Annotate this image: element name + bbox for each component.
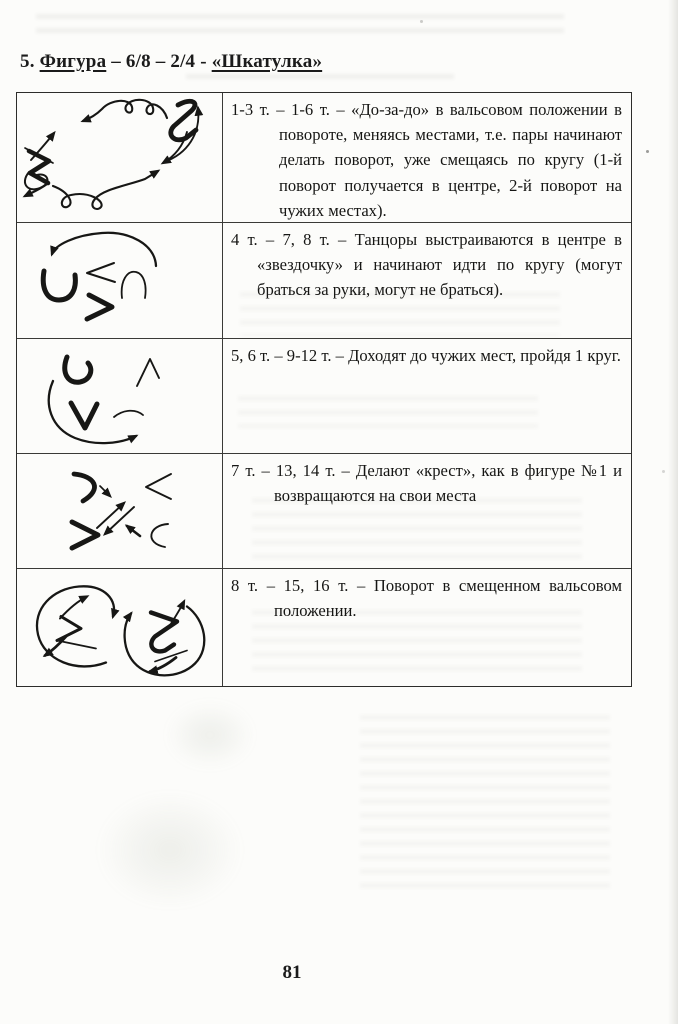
- scan-edge-shadow: [668, 0, 678, 1024]
- figure-description-table: [16, 92, 632, 687]
- table-row-5-description-cell: [222, 568, 631, 686]
- row-1-description: 1-3 т. – 1-6 т. – «До-за-до» в вальсовом положении в повороте, меняясь местами, т.е. пары начинают делать поворот, уже смещаясь по кругу (1-й поворот получается в центре, 2-й поворот на чужих местах).: [231, 100, 622, 220]
- bleedthrough-smudge: [360, 715, 610, 895]
- table-row-5-diagram-cell: [17, 568, 222, 686]
- page-number: 81: [282, 962, 302, 983]
- cross-arrows-diagram: [17, 454, 222, 568]
- table-row-4-diagram-cell: [17, 453, 222, 568]
- figure-number: 5.: [20, 51, 35, 72]
- scan-speck: [662, 470, 665, 473]
- row-4-description: 7 т. – 13, 14 т. – Делают «крест», как в фигуре №1 и возвращаются на свои места: [231, 461, 622, 506]
- figure-title: [20, 51, 620, 73]
- star-formation-diagram: [17, 223, 222, 338]
- circle-walk-diagram: [17, 339, 222, 453]
- row-5-description: 8 т. – 15, 16 т. – Поворот в смещенном вальсовом положении.: [231, 576, 622, 621]
- scan-stain: [70, 770, 270, 930]
- bleedthrough-smudge: [36, 14, 564, 33]
- row-3-description: 5, 6 т. – 9-12 т. – Доходят до чужих мест, пройдя 1 круг.: [231, 346, 621, 365]
- paired-turn-circles-diagram: [17, 569, 222, 686]
- scan-speck: [420, 20, 423, 23]
- figure-word: Фигура: [39, 51, 107, 72]
- scan-speck: [646, 150, 649, 153]
- figure-meter: – 6/8 – 2/4 -: [111, 51, 207, 72]
- table-row-4-description-cell: [222, 453, 631, 568]
- table-row-3-diagram-cell: [17, 338, 222, 453]
- figure-name: «Шкатулка»: [211, 51, 323, 72]
- table-row-1-diagram-cell: [17, 93, 222, 222]
- do-za-do-square-loops-diagram: [17, 93, 222, 222]
- scan-stain: [150, 690, 270, 780]
- table-row-2-description-cell: [222, 222, 631, 338]
- row-2-description: 4 т. – 7, 8 т. – Танцоры выстраиваются в центре в «звездочку» и начинают идти по кругу (могут браться за руки, могут не браться).: [231, 230, 622, 300]
- table-row-3-description-cell: [222, 338, 631, 453]
- table-row-1-description-cell: [222, 93, 631, 222]
- bleedthrough-smudge: [186, 74, 454, 87]
- table-row-2-diagram-cell: [17, 222, 222, 338]
